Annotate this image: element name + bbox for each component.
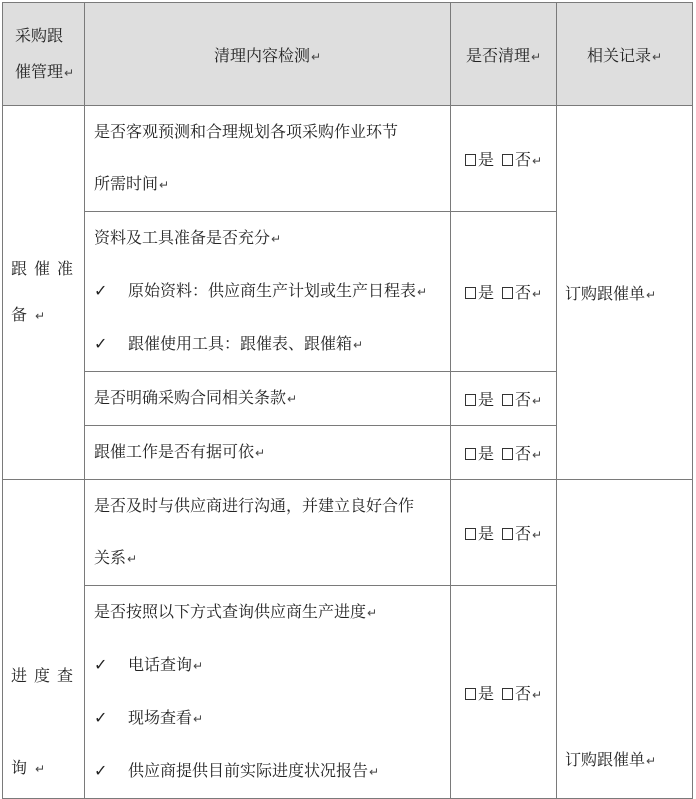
record-cell: 订购跟催单↵: [557, 480, 693, 799]
list-item: ✓ 原始资料：供应商生产计划或生产日程表↵: [94, 265, 442, 318]
no-checkbox[interactable]: [502, 688, 513, 700]
table-row: [3, 106, 693, 212]
content-cell: 资料及工具准备是否充分↵ ✓ 原始资料：供应商生产计划或生产日程表↵ ✓ 跟催使用工具：跟催表、跟催箱↵: [85, 212, 451, 372]
no-checkbox[interactable]: [502, 154, 513, 166]
yes-no-checkbox-group: 是 否↵: [451, 426, 557, 480]
yes-no-checkbox-group: 是 否↵: [451, 212, 557, 372]
content-cell: 是否及时与供应商进行沟通，并建立良好合作 关系↵: [85, 480, 451, 586]
content-cell: 是否明确采购合同相关条款↵: [85, 372, 451, 426]
yes-checkbox[interactable]: [465, 154, 476, 166]
checklist-table: [2, 2, 693, 799]
category-cell: 跟催准 备↵: [3, 106, 85, 480]
checkmark-icon: ✓: [94, 708, 108, 727]
no-checkbox[interactable]: [502, 448, 513, 460]
header-row: [3, 3, 693, 106]
content-cell: 跟催工作是否有据可依↵: [85, 426, 451, 480]
yes-checkbox[interactable]: [465, 287, 476, 299]
header-cleared: 是否清理↵: [451, 3, 557, 106]
header-record: 相关记录↵: [557, 3, 693, 106]
no-checkbox[interactable]: [502, 287, 513, 299]
yes-checkbox[interactable]: [465, 528, 476, 540]
checkmark-icon: ✓: [94, 334, 108, 353]
list-item: ✓ 电话查询↵: [94, 639, 442, 692]
list-item: ✓ 跟催使用工具：跟催表、跟催箱↵: [94, 318, 442, 371]
yes-checkbox[interactable]: [465, 448, 476, 460]
yes-no-checkbox-group: 是 否↵: [451, 586, 557, 799]
yes-no-checkbox-group: 是 否↵: [451, 480, 557, 586]
yes-no-checkbox-group: 是 否↵: [451, 372, 557, 426]
no-checkbox[interactable]: [502, 394, 513, 406]
record-cell: 订购跟催单↵: [557, 106, 693, 480]
yes-checkbox[interactable]: [465, 688, 476, 700]
list-item: ✓ 供应商提供目前实际进度状况报告↵: [94, 745, 442, 798]
header-category: 采购跟 催管理↵: [3, 3, 85, 106]
list-item: ✓ 现场查看↵: [94, 692, 442, 745]
yes-checkbox[interactable]: [465, 394, 476, 406]
table-row: [3, 480, 693, 586]
content-cell: 是否按照以下方式查询供应商生产进度↵ ✓ 电话查询↵ ✓ 现场查看↵ ✓ 供应商提供目前实际进度状况报告↵: [85, 586, 451, 799]
yes-no-checkbox-group: 是 否↵: [451, 106, 557, 212]
no-checkbox[interactable]: [502, 528, 513, 540]
content-cell: 是否客观预测和合理规划各项采购作业环节 所需时间↵: [85, 106, 451, 212]
checkmark-icon: ✓: [94, 761, 108, 780]
checkmark-icon: ✓: [94, 655, 108, 674]
category-cell: 进度查 询↵: [3, 480, 85, 799]
checkmark-icon: ✓: [94, 281, 108, 300]
header-content: 清理内容检测↵: [85, 3, 451, 106]
